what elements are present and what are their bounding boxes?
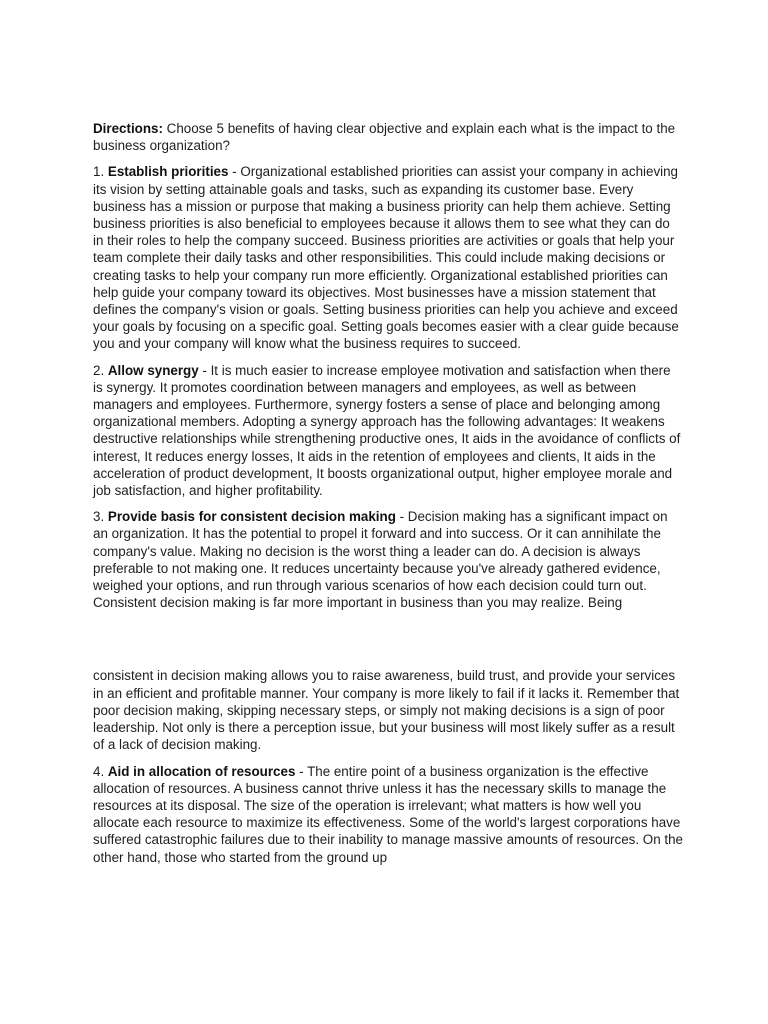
benefit-3-title: Provide basis for consistent decision making [107,509,396,525]
directions-label: Directions: [93,121,163,136]
benefit-2-text: - It is much easier to increase employee motivation and satisfaction when there is synergy. It promotes coordination between managers and employees, as well as between managers and employees. Furthermore, synergy fosters a sense of place and belonging among organizational members. Adopting a synergy approach has the following advantages: It weakens destructive relationships while strengthening productive ones, It aids in the avoidance of conflicts of interest, It reduces energy losses, It aids in the retention of employees and clients, It aids in the acceleration of product development, It boosts organizational output, higher employee morale and job satisfaction, and higher profitability. [93,362,681,499]
benefit-4-text: - The entire point of a business organization is the effective allocation of resources. A business cannot thrive unless it has the necessary skills to manage the resources at its disposal. The size of the operation is irrelevant; what matters is how well you allocate each resource to maximize its effectiveness. Some of the world's largest corporations have suffered catastrophic failures due to their inability to manage massive amounts of resources. On the other hand, those who started from the ground up [93,763,683,865]
benefit-3-continuation: consistent in decision making allows you to raise awareness, build trust, and provide your services in an efficient and profitable manner. Your company is more likely to fail if it lacks it. Remember that poor decision making, skipping necessary steps, or simply not making decisions is a sign of poor leadership. Not only is there a perception issue, but your business will most likely suffer as a result of a lack of decision making. [93,668,680,753]
benefit-4-paragraph [93,763,683,866]
benefit-4-number: 4. [93,763,108,779]
benefit-1-text: - Organizational established priorities can assist your company in achieving its vision by setting attainable goals and tasks, such as expanding its customer base. Every business has a mission or purpose that making a business priority can help them achieve. Setting business priorities is also beneficial to employees because it allows them to see what they can do in their roles to help the company succeed. Business priorities are activities or goals that help your team complete their daily tasks and other responsibilities. This could include making decisions or creating tasks to help your company run more efficiently. Organizational established priorities can help guide your company toward its objectives. Most businesses have a mission statement that defines the company's vision or goals. Setting business priorities can help you achieve and exceed your goals by focusing on a specific goal. Setting goals becomes easier with a clear guide because you and your company will know what the business requires to succeed. [93,164,679,352]
page-break-gap [93,620,683,667]
benefit-2-title: Allow synergy [107,362,199,378]
benefit-2-paragraph [93,362,683,500]
benefit-3-paragraph [93,508,683,611]
directions-paragraph [93,120,683,154]
benefit-1-title: Establish priorities [107,164,229,180]
benefit-4-title: Aid in allocation of resources [107,763,296,779]
directions-text: Choose 5 benefits of having clear objective and explain each what is the impact to the business organization? [93,121,676,154]
benefit-1-paragraph [93,163,683,352]
benefit-2-number: 2. [93,362,108,378]
benefit-1-number: 1. [93,164,108,180]
benefit-3-text: - Decision making has a significant impact on an organization. It has the potential to propel it forward and into success. Or it can annihilate the company's value. Making no decision is the worst thing a leader can do. A decision is always preferable to not making one. It reduces uncertainty because you've already gathered evidence, weighed your options, and run through various scenarios of how each decision could turn out. Consistent decision making is far more important in business than you may realize. Being [93,509,668,611]
benefit-3-number: 3. [93,509,108,525]
document-body [93,120,683,875]
